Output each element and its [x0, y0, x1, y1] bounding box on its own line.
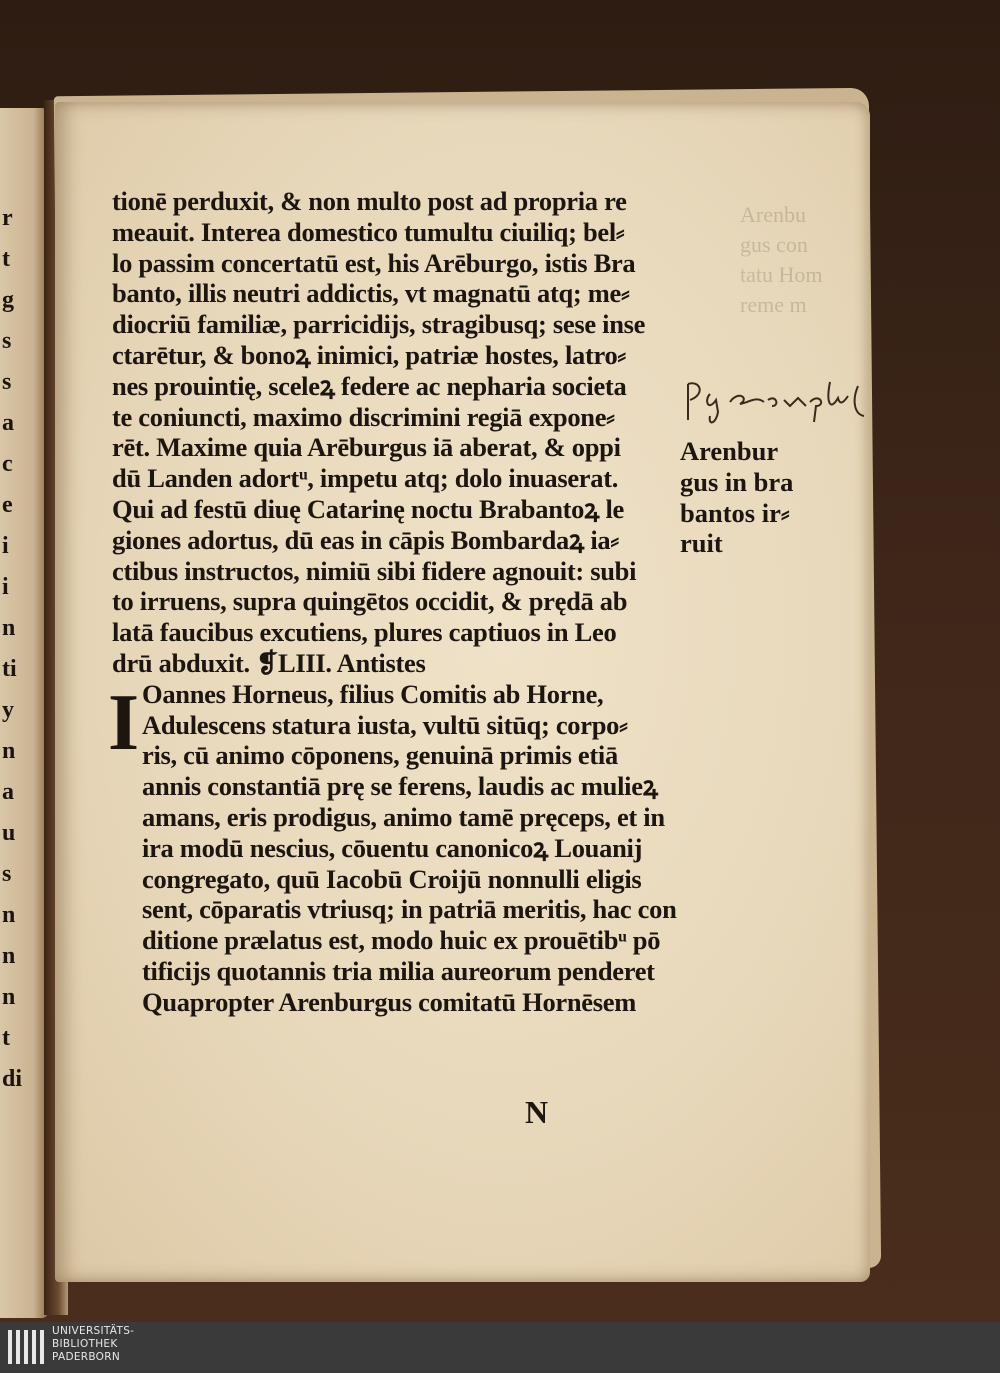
library-logo-icon	[6, 1326, 46, 1368]
text-line: tificijs quotannis tria milia aureorum penderet	[142, 955, 655, 986]
text-line: Quapropter Arenburgus comitatū Hornēsem	[142, 986, 637, 1017]
drop-cap: I	[108, 678, 140, 767]
previous-page-fragment: a	[2, 410, 14, 436]
previous-page-fragment: n	[2, 902, 16, 928]
text-line: lo passim concertatū est, his Arēburgo, istis Bra	[112, 247, 636, 278]
previous-page-fragment: n	[2, 615, 16, 641]
margin-note: gus in bra	[680, 466, 794, 497]
signature-mark: N	[525, 1094, 549, 1130]
printed-margin-notes	[680, 436, 810, 559]
institution-name	[52, 1325, 134, 1364]
text-line: meauit. Interea domestico tumultu ciuiliq; bel⸗	[112, 216, 625, 247]
previous-page-fragment: t	[2, 246, 10, 272]
previous-page-fragment: s	[2, 328, 12, 354]
previous-page-fragment: r	[2, 205, 13, 231]
previous-page-fragment: di	[2, 1066, 23, 1092]
text-line: te coniuncti, maximo discrimini regiā expone⸗	[112, 401, 615, 432]
institution-line-3: PADERBORN	[52, 1351, 120, 1363]
text-line: to irruens, supra quingētos occidit, & prędā ab	[112, 586, 628, 617]
paragraph-2	[108, 678, 687, 1018]
previous-page-fragment: t	[2, 1025, 10, 1051]
previous-page-fragment: u	[2, 820, 16, 846]
previous-page-fragment: i	[2, 574, 9, 600]
margin-note: Arenbur	[680, 436, 779, 466]
text-line: annis constantiā prę se ferens, laudis ac mulieꝝ	[142, 771, 658, 802]
previous-page-fragment: s	[2, 861, 12, 887]
previous-page-fragment: i	[2, 533, 9, 559]
margin-note: bantos ir⸗	[680, 497, 790, 528]
previous-page-fragment: a	[2, 779, 14, 805]
text-line: congregato, quū Iacobū Croijū nonnulli eligis	[142, 863, 642, 894]
text-line: ira modū nescius, cōuentu canonicoꝝ Louanij	[142, 832, 643, 863]
previous-page-fragment: ti	[2, 656, 17, 682]
text-line: tionē perduxit, & non multo post ad propria re	[112, 186, 627, 216]
institution-line-1: UNIVERSITÄTS-	[52, 1325, 135, 1337]
previous-page-fragment: c	[2, 451, 13, 477]
text-line: banto, illis neutri addictis, vt magnatū atq; me⸗	[112, 278, 630, 309]
text-line: drū abduxit. ❡LIII. Antistes	[112, 647, 426, 678]
text-line: ctibus instructos, nimiū sibi fidere agnouit: subi	[112, 555, 637, 586]
previous-page-fragment: g	[2, 287, 14, 313]
text-line: Oannes Horneus, filius Comitis ab Horne,	[142, 678, 604, 709]
text-line: Adulescens statura iusta, vultū sitūq; corpo⸗	[142, 709, 628, 740]
previous-page-fragment: n	[2, 984, 16, 1010]
previous-page-fragment: n	[2, 738, 16, 764]
text-line: ditione prælatus est, modo huic ex prouētibᵘ pō	[142, 925, 661, 956]
text-line: latā faucibus excutiens, plures captiuos in Leo	[112, 617, 617, 648]
text-line: sent, cōparatis vtriusq; in patriā meritis, hac con	[142, 894, 677, 925]
text-line: Qui ad festū diuę Catarinę noctu Brabantoꝝ le	[112, 493, 624, 524]
institution-line-2: BIBLIOTHEK	[52, 1338, 118, 1350]
text-line: diocriū familiæ, parricidijs, stragibusq; sese inse	[112, 309, 646, 340]
previous-page-fragment: y	[2, 697, 14, 723]
library-footer	[0, 1322, 1000, 1373]
previous-page-edge	[0, 108, 48, 1318]
text-line: giones adortus, dū eas in cāpis Bombardaꝝ ia⸗	[112, 524, 619, 555]
show-through-text: Arenbu gus con tatu Hom reme m	[740, 202, 823, 317]
text-line: dū Landen adortᵘ, impetu atq; dolo inuaserat.	[112, 463, 619, 494]
margin-note: ruit	[680, 528, 723, 559]
text-line: amans, eris prodigus, animo tamē pręceps, et in	[142, 801, 665, 832]
text-line: ctarētur, & bonoꝝ inimici, patriæ hostes, latro⸗	[112, 339, 626, 370]
text-line: nes prouintię, sceleꝝ federe ac nepharia societa	[112, 370, 627, 401]
previous-page-fragment: n	[2, 943, 16, 969]
previous-page-fragment: s	[2, 369, 12, 395]
handwritten-marginal-note	[680, 372, 880, 432]
previous-page-fragment: e	[2, 492, 13, 518]
text-line: ris, cū animo cōponens, genuinā primis etiā	[142, 740, 618, 771]
main-text-block	[108, 186, 687, 1018]
text-line: rēt. Maxime quia Arēburgus iā aberat, & oppi	[112, 432, 621, 463]
